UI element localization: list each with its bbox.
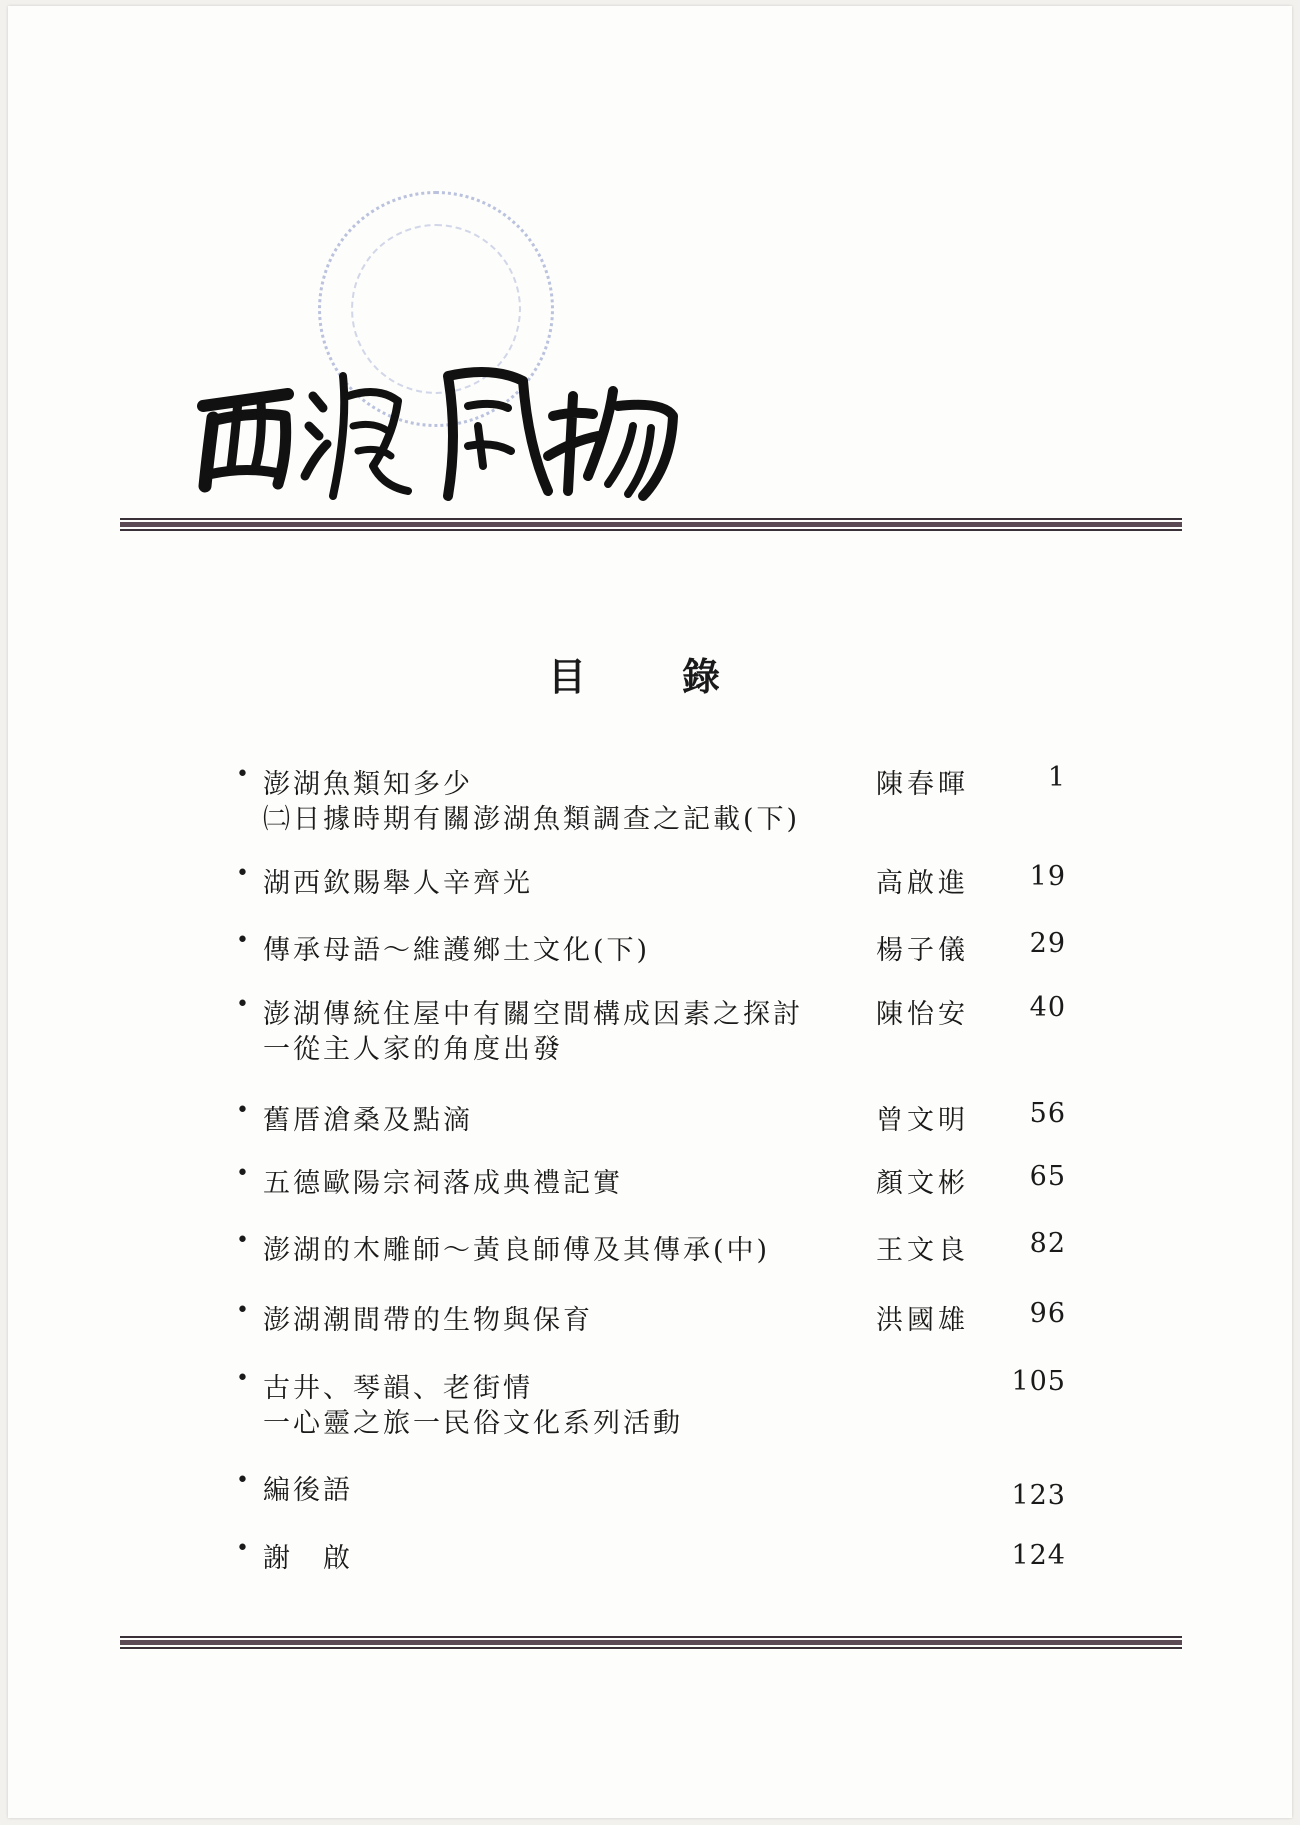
entry-title: 澎湖傳統住屋中有關空間構成因素之探討: [263, 999, 803, 1030]
entry-page: 1: [1047, 762, 1066, 793]
bullet: •: [236, 1536, 249, 1561]
bullet: •: [236, 992, 249, 1017]
entry-title: 五德歐陽宗祠落成典禮記實: [263, 1168, 623, 1199]
toc-title: 目錄: [548, 654, 817, 699]
entry-page: 56: [1029, 1098, 1066, 1129]
entry-author: 楊子儀: [876, 935, 969, 966]
bullet: •: [236, 861, 249, 886]
bullet: •: [236, 1298, 249, 1323]
entry-author: 顏文彬: [876, 1168, 969, 1199]
entry-page: 96: [1029, 1298, 1066, 1329]
entry-author: 陳春暉: [876, 769, 969, 800]
entry-page: 123: [1011, 1480, 1066, 1511]
bullet: •: [236, 1468, 249, 1493]
entry-author: 陳怡安: [876, 999, 969, 1030]
entry-author: 王文良: [876, 1235, 969, 1266]
bottom-rule: [120, 1636, 1182, 1649]
masthead-logo: [193, 356, 693, 506]
entry-subtitle: 一從主人家的角度出發: [263, 1034, 563, 1065]
entry-title: 謝 啟: [263, 1543, 353, 1574]
entry-title: 湖西欽賜舉人辛齊光: [263, 868, 533, 899]
bullet: •: [236, 1228, 249, 1253]
entry-author: 高啟進: [876, 868, 969, 899]
page: [8, 6, 1292, 1818]
entry-author: 曾文明: [876, 1105, 969, 1136]
entry-page: 124: [1011, 1540, 1066, 1571]
entry-page: 19: [1029, 861, 1066, 892]
entry-subtitle: 一心靈之旅一民俗文化系列活動: [263, 1408, 683, 1439]
entry-page: 65: [1029, 1161, 1066, 1192]
bullet: •: [236, 1098, 249, 1123]
entry-page: 40: [1029, 992, 1066, 1023]
entry-subtitle: ㈡日據時期有關澎湖魚類調查之記載(下): [263, 804, 801, 835]
entry-title: 舊厝滄桑及點滴: [263, 1105, 473, 1136]
top-rule: [120, 518, 1182, 531]
bullet: •: [236, 762, 249, 787]
entry-page: 82: [1029, 1228, 1066, 1259]
entry-title: 古井、琴韻、老街情: [263, 1373, 533, 1404]
entry-page: 105: [1011, 1366, 1066, 1397]
bullet: •: [236, 928, 249, 953]
entry-title: 澎湖潮間帶的生物與保育: [263, 1305, 593, 1336]
entry-title: 傳承母語～維護鄉土文化(下): [263, 935, 651, 966]
bullet: •: [236, 1161, 249, 1186]
entry-title: 澎湖的木雕師～黃良師傅及其傳承(中): [263, 1235, 771, 1266]
entry-author: 洪國雄: [876, 1305, 969, 1336]
entry-page: 29: [1029, 928, 1066, 959]
entry-title: 編後語: [263, 1475, 353, 1506]
bullet: •: [236, 1366, 249, 1391]
entry-title: 澎湖魚類知多少: [263, 769, 473, 800]
